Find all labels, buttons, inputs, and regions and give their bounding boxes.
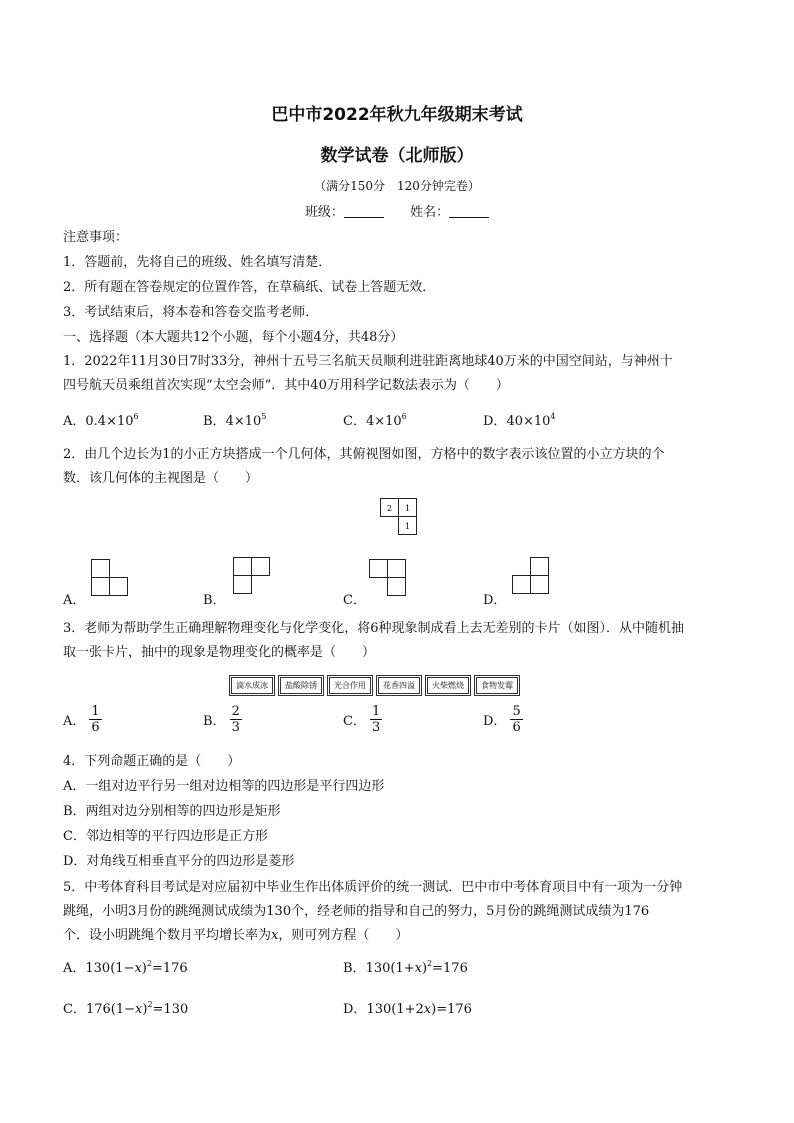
note-item: 3．考试结束后，将本卷和答卷交监考老师． <box>63 305 319 320</box>
section-heading: 一、选择题（本大题共12个小题，每个小题4分，共48分） <box>63 330 404 345</box>
grid-count: 1 <box>404 504 411 513</box>
student-info <box>0 201 794 220</box>
q2-option-b-figure[interactable] <box>233 557 273 597</box>
q4-option-a[interactable]: A．一组对边平行另一组对边相等的四边形是平行四边形 <box>63 779 385 794</box>
q2-option-a-figure[interactable] <box>91 559 131 599</box>
q1-option-d[interactable]: D．$40\times 10^4$ <box>483 412 556 429</box>
q1-option-a[interactable]: A．$0.4\times 10^6$ <box>63 412 139 429</box>
q4-option-d[interactable]: D．对角线互相垂直平分的四边形是菱形 <box>63 854 295 869</box>
q1-stem-line1: 1．2022年11月30日7时33分，神州十五号三名航天员顺利进驻距离地球40万米的中国空间站，与神州十 <box>63 354 673 369</box>
class-label: 班级： <box>304 205 344 220</box>
q5-option-b[interactable]: B．$130(1+x)^2=176$ <box>343 959 468 976</box>
phenomenon-card: 滴水成冰 <box>231 677 273 694</box>
phenomenon-cards <box>230 676 519 695</box>
q3-option-d[interactable]: D． $\frac{5}{6}$ <box>483 704 521 735</box>
phenomenon-card: 火柴燃烧 <box>427 677 469 694</box>
q5-option-c[interactable]: C．$176(1-x)^2=130$ <box>63 1000 189 1017</box>
exam-subject-title: 数学试卷（北师版） <box>320 146 474 166</box>
q3-option-c[interactable]: C． $\frac{1}{3}$ <box>343 704 381 735</box>
q5-stem-line3: 个．设小明跳绳个数月平均增长率为x，则可列方程（ ） <box>63 928 409 943</box>
q1-option-c[interactable]: C．$4\times 10^6$ <box>343 412 407 429</box>
q2-option-d-label[interactable]: D． <box>483 593 507 608</box>
phenomenon-card: 花香四溢 <box>378 677 420 694</box>
q2-option-c-label[interactable]: C． <box>343 593 366 608</box>
q5-stem-line1: 5．中考体育科目考试是对应届初中毕业生作出体质评价的统一测试．巴中市中考体育项目中有一项为一分钟 <box>63 880 683 895</box>
q4-option-b[interactable]: B．两组对边分别相等的四边形是矩形 <box>63 804 281 819</box>
q2-option-a-label[interactable]: A． <box>63 593 86 608</box>
q5-option-d[interactable]: D．130(1+2x)=176 <box>343 1002 472 1017</box>
q1-option-b[interactable]: B．$4\times 10^5$ <box>203 412 267 429</box>
q5-stem-line2: 跳绳，小明3月份的跳绳测试成绩为130个，经老师的指导和自己的努力，5月份的跳绳测试成绩为176 <box>63 904 650 919</box>
q2-option-c-figure[interactable] <box>369 559 409 599</box>
exam-title: 巴中市2022年秋九年级期末考试 <box>271 105 523 125</box>
phenomenon-card: 食物发霉 <box>476 677 518 694</box>
q5-option-a[interactable]: A．$130(1-x)^2=176$ <box>63 959 188 976</box>
q4-option-c[interactable]: C．邻边相等的平行四边形是正方形 <box>63 829 268 844</box>
q2-stem-line1: 2．由几个边长为1的小正方块搭成一个几何体，其俯视图如图，方格中的数字表示该位置的小立方块的个 <box>63 447 665 462</box>
phenomenon-card: 光合作用 <box>329 677 371 694</box>
phenomenon-card: 盐酸除锈 <box>280 677 322 694</box>
q3-option-a[interactable]: A． $\frac{1}{6}$ <box>63 704 100 735</box>
name-label: 姓名： <box>410 205 450 220</box>
grid-count: 1 <box>404 522 411 531</box>
name-blank[interactable] <box>449 205 489 218</box>
class-blank[interactable] <box>344 205 384 218</box>
note-item: 2．所有题在答卷规定的位置作答，在草稿纸、试卷上答题无效． <box>63 280 436 295</box>
q1-stem-line2: 四号航天员乘组首次实现“太空会师”．其中40万用科学记数法表示为（ ） <box>63 378 509 393</box>
top-view-grid <box>380 498 420 538</box>
q3-option-b[interactable]: B． $\frac{2}{3}$ <box>203 704 240 735</box>
grid-count: 2 <box>386 504 393 513</box>
q2-option-d-figure[interactable] <box>512 557 552 597</box>
q2-stem-line2: 数．该几何体的主视图是（ ） <box>63 471 259 486</box>
notes-heading: 注意事项： <box>63 230 129 245</box>
q4-stem: 4．下列命题正确的是（ ） <box>63 754 241 769</box>
q2-option-b-label[interactable]: B． <box>203 593 226 608</box>
note-item: 1．答题前，先将自己的班级、姓名填写清楚． <box>63 255 332 270</box>
exam-subtitle: （满分150分 120分钟完卷） <box>314 179 480 193</box>
q3-stem-line1: 3．老师为帮助学生正确理解物理变化与化学变化，将6种现象制成看上去无差别的卡片（如图）．从中随机抽 <box>63 621 685 636</box>
q3-stem-line2: 取一张卡片，抽中的现象是物理变化的概率是（ ） <box>63 645 376 660</box>
